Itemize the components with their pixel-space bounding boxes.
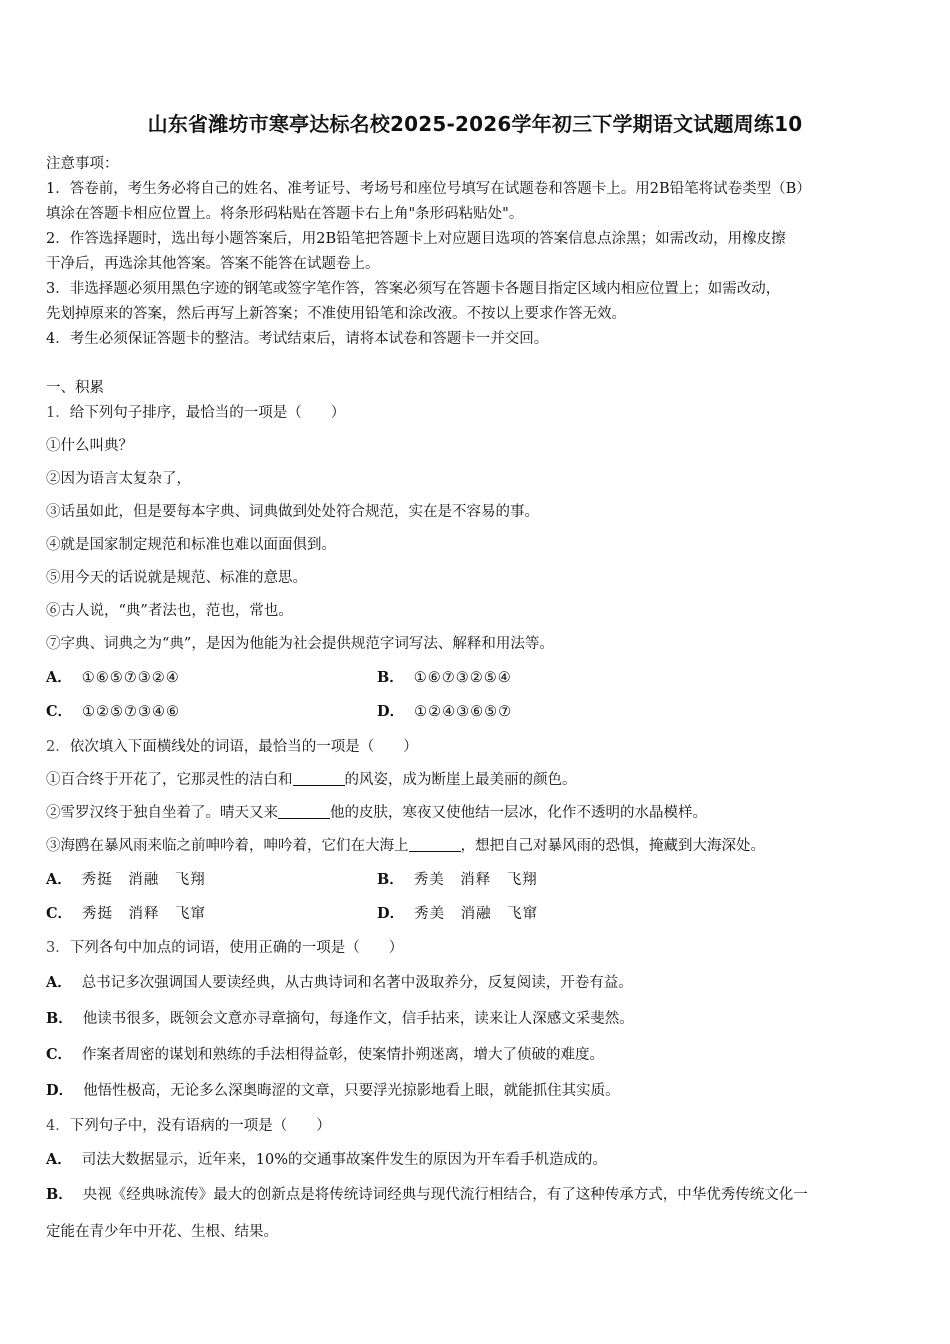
notice-line: 先划掉原来的答案，然后再写上新答案；不准使用铅笔和涂改液。不按以上要求作答无效。 bbox=[46, 306, 626, 322]
question-3-stem bbox=[46, 936, 403, 957]
option-d[interactable]: D． 秀美 消融 飞窜 bbox=[377, 905, 539, 922]
option-c[interactable]: C． 作案者周密的谋划和熟练的手法相得益彰，使案情扑朔迷离，增大了侦破的难度。 bbox=[46, 1046, 605, 1063]
fill-blank[interactable] bbox=[409, 837, 461, 852]
question-text: 下列句子中，没有语病的一项是（ ） bbox=[69, 1118, 331, 1134]
option-b[interactable]: B． 秀美 消释 飞翔 bbox=[377, 871, 538, 888]
question-2-stem bbox=[46, 735, 418, 756]
option-d[interactable]: D． ①②④③⑥⑤⑦ bbox=[377, 703, 513, 720]
notice-line: 3．非选择题必须用黑色字迹的钢笔或签字笔作答，答案必须写在答题卡各题目指定区域内相应位置上；如需改动， bbox=[46, 281, 781, 297]
notice-line: 4．考生必须保证答题卡的整洁。考试结束后，请将本试卷和答题卡一并交回。 bbox=[46, 331, 549, 347]
question-number: 4． bbox=[46, 1118, 70, 1134]
sentence-item: ③海鸥在暴风雨来临之前呻吟着，呻吟着，它们在大海上 ，想把自己对暴风雨的恐惧，掩藏到大海深处。 bbox=[46, 838, 765, 854]
option-d[interactable]: D． 他悟性极高，无论多么深奥晦涩的文章，只要浮光掠影地看上眼，就能抓住其实质。 bbox=[46, 1082, 620, 1099]
question-number: 3． bbox=[46, 940, 70, 956]
sentence-item: ③话虽如此，但是要每本字典、词典做到处处符合规范，实在是不容易的事。 bbox=[46, 504, 539, 520]
notice-heading: 注意事项： bbox=[46, 156, 119, 172]
sentence-item: ⑦字典、词典之为“典”，是因为他能为社会提供规范字词写法、解释和用法等。 bbox=[46, 636, 554, 652]
page-title: 山东省潍坊市寒亭达标名校2025-2026学年初三下学期语文试题周练10 bbox=[147, 112, 803, 136]
option-a[interactable]: A． 秀挺 消融 飞翔 bbox=[46, 871, 206, 888]
option-a[interactable]: A． ①⑥⑤⑦③②④ bbox=[46, 669, 180, 686]
section-heading: 一、积累 bbox=[46, 380, 104, 396]
option-a[interactable]: A． 司法大数据显示，近年来，10%的交通事故案件发生的原因为开车看手机造成的。 bbox=[46, 1151, 607, 1168]
option-b[interactable]: B． 他读书很多，既领会文意亦寻章摘句，每逢作文，信手拈来，读来让人深感文采斐然。 bbox=[46, 1010, 634, 1027]
option-c[interactable]: C． ①②⑤⑦③④⑥ bbox=[46, 703, 181, 720]
option-b-continuation: 定能在青少年中开花、生根、结果。 bbox=[46, 1224, 278, 1240]
question-4-stem bbox=[46, 1114, 331, 1135]
notice-line: 填涂在答题卡相应位置上。将条形码粘贴在答题卡右上角"条形码粘贴处"。 bbox=[46, 206, 524, 222]
sentence-item: ④就是国家制定规范和标准也难以面面俱到。 bbox=[46, 537, 336, 553]
question-text: 下列各句中加点的词语，使用正确的一项是（ ） bbox=[69, 940, 404, 956]
sentence-item: ⑥古人说，“典”者法也，范也，常也。 bbox=[46, 603, 293, 619]
question-text: 依次填入下面横线处的词语，最恰当的一项是（ ） bbox=[69, 739, 418, 755]
question-1-stem bbox=[46, 401, 345, 422]
sentence-item: ①百合终于开花了，它那灵性的洁白和 的风姿，成为断崖上最美丽的颜色。 bbox=[46, 772, 577, 788]
sentence-item: ①什么叫典？ bbox=[46, 438, 133, 454]
question-number: 2． bbox=[46, 739, 70, 755]
option-b[interactable]: B． ①⑥⑦③②⑤④ bbox=[377, 669, 512, 686]
sentence-item: ②因为语言太复杂了， bbox=[46, 471, 191, 487]
notice-line: 干净后，再选涂其他答案。答案不能答在试题卷上。 bbox=[46, 256, 380, 272]
question-number: 1． bbox=[46, 405, 70, 421]
notice-line: 1．答卷前，考生务必将自己的姓名、准考证号、考场号和座位号填写在试题卷和答题卡上。用2B铅笔将试卷类型（B） bbox=[46, 181, 811, 197]
option-c[interactable]: C． 秀挺 消释 飞窜 bbox=[46, 905, 207, 922]
notice-line: 2．作答选择题时，选出每小题答案后，用2B铅笔把答题卡上对应题目选项的答案信息点涂黑；如需改动，用橡皮擦 bbox=[46, 231, 786, 247]
sentence-item: ⑤用今天的话说就是规范、标准的意思。 bbox=[46, 570, 307, 586]
question-text: 给下列句子排序，最恰当的一项是（ ） bbox=[69, 405, 346, 421]
sentence-item: ②雪罗汉终于独自坐着了。晴天又来 他的皮肤，寒夜又使他结一层冰，化作不透明的水晶模样。 bbox=[46, 805, 707, 821]
fill-blank[interactable] bbox=[293, 771, 345, 786]
option-b[interactable]: B． 央视《经典咏流传》最大的创新点是将传统诗词经典与现代流行相结合，有了这种传承方式，中华优秀传统文化一 bbox=[46, 1186, 808, 1203]
option-a[interactable]: A． 总书记多次强调国人要读经典，从古典诗词和名著中汲取养分，反复阅读，开卷有益。 bbox=[46, 974, 633, 991]
fill-blank[interactable] bbox=[278, 804, 330, 819]
